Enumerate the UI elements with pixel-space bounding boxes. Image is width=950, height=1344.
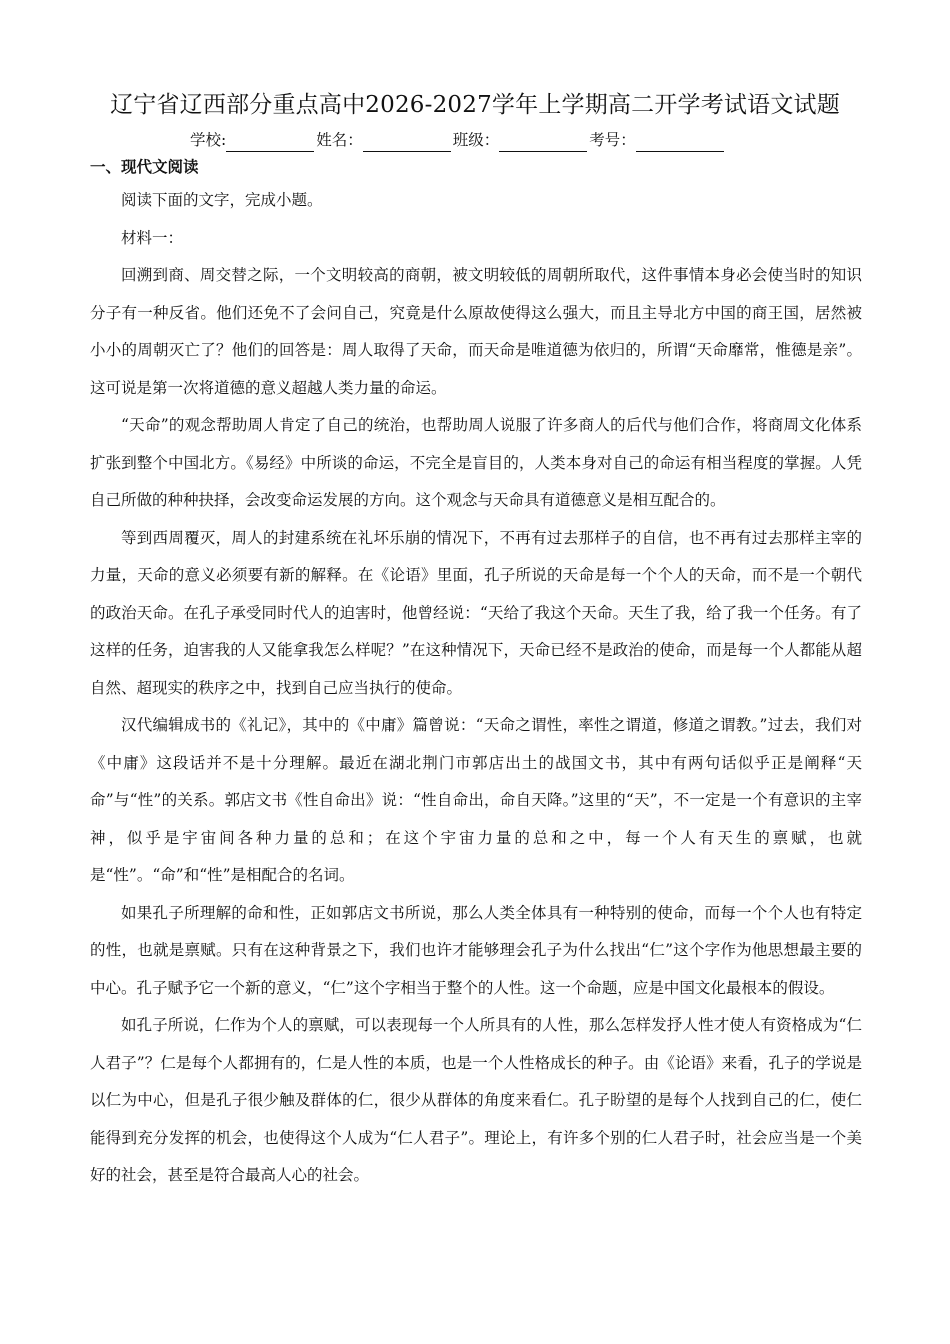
passage-paragraph: 如果孔子所理解的命和性，正如郭店文书所说，那么人类全体具有一种特别的使命，而每一个个人也有特定的性，也就是禀赋。只有在这种背景之下，我们也许才能够理会孔子为什么找出“仁”这个字作为他思想最主要的中心。孔子赋予它一个新的意义，“仁”这个字相当于整个的人性。这一个命题，应是中国文化最根本的假设。 <box>90 903 862 997</box>
exam-number-label: 考号： <box>589 131 636 149</box>
material-label: 材料一： <box>121 228 184 247</box>
passage-paragraph: “天命”的观念帮助周人肯定了自己的统治，也帮助周人说服了许多商人的后代与他们合作，将商周文化体系扩张到整个中国北方。《易经》中所谈的命运，不完全是盲目的，人类本身对自己的命运有相当程度的掌握。人凭自己所做的种种抉择，会改变命运发展的方向。这个观念与天命具有道德意义是相互配合的。 <box>90 416 862 509</box>
school-blank[interactable] <box>226 133 314 152</box>
student-info-line <box>190 128 790 152</box>
name-label: 姓名： <box>316 131 363 149</box>
exam-number-blank[interactable] <box>636 133 724 152</box>
passage-paragraph: 回溯到商、周交替之际，一个文明较高的商朝，被文明较低的周朝所取代，这件事情本身必会使当时的知识分子有一种反省。他们还免不了会问自己，究竟是什么原故使得这么强大，而且主导北方中国的商王国，居然被小小的周朝灭亡了？他们的回答是：周人取得了天命，而天命是唯道德为依归的，所谓“天命靡常，惟德是亲”。这可说是第一次将道德的意义超越人类力量的命运。 <box>90 266 862 397</box>
class-label: 班级： <box>452 131 500 149</box>
section-heading: 一、现代文阅读 <box>90 158 199 176</box>
exam-title: 辽宁省辽西部分重点高中2026-2027学年上学期高二开学考试语文试题 <box>110 92 840 118</box>
passage-paragraph: 汉代编辑成书的《礼记》，其中的《中庸》篇曾说：“天命之谓性，率性之谓道，修道之谓教。”过去，我们对《中庸》这段话并不是十分理解。最近在湖北荆门市郭店出土的战国文书，其中有两句话似乎正是阐释“天命”与“性”的关系。郭店文书《性自命出》说：“性自命出，命自天降。”这里的“天”，不一定是一个有意识的主宰神，似乎是宇宙间各种力量的总和；在这个宇宙力量的总和之中，每一个人有天生的禀赋，也就是“性”。“命”和“性”是相配合的名词。 <box>90 716 862 884</box>
reading-passage <box>90 182 862 1195</box>
name-blank[interactable] <box>363 133 451 152</box>
passage-paragraph: 等到西周覆灭，周人的封建系统在礼坏乐崩的情况下，不再有过去那样子的自信，也不再有过去那样主宰的力量，天命的意义必须要有新的解释。在《论语》里面，孔子所说的天命是每一个个人的天命，而不是一个朝代的政治天命。在孔子承受同时代人的迫害时，他曾经说：“天给了我这个天命。天生了我，给了我一个任务。有了这样的任务，迫害我的人又能拿我怎么样呢？”在这种情况下，天命已经不是政治的使命，而是每一个人都能从超自然、超现实的秩序之中，找到自己应当执行的使命。 <box>90 528 862 697</box>
passage-paragraph: 如孔子所说，仁作为个人的禀赋，可以表现每一个人所具有的人性，那么怎样发抒人性才使人有资格成为“仁人君子”？仁是每个人都拥有的，仁是人性的本质，也是一个人性格成长的种子。由《论语》来看，孔子的学说是以仁为中心，但是孔子很少触及群体的仁，很少从群体的角度来看仁。孔子盼望的是每个人找到自己的仁，使仁能得到充分发挥的机会，也使得这个人成为“仁人君子”。理论上，有许多个别的仁人君子时，社会应当是一个美好的社会，甚至是符合最高人心的社会。 <box>90 1016 862 1184</box>
class-blank[interactable] <box>499 133 587 152</box>
school-label: 学校: <box>190 131 227 149</box>
instruction-text: 阅读下面的文字，完成小题。 <box>121 191 323 209</box>
